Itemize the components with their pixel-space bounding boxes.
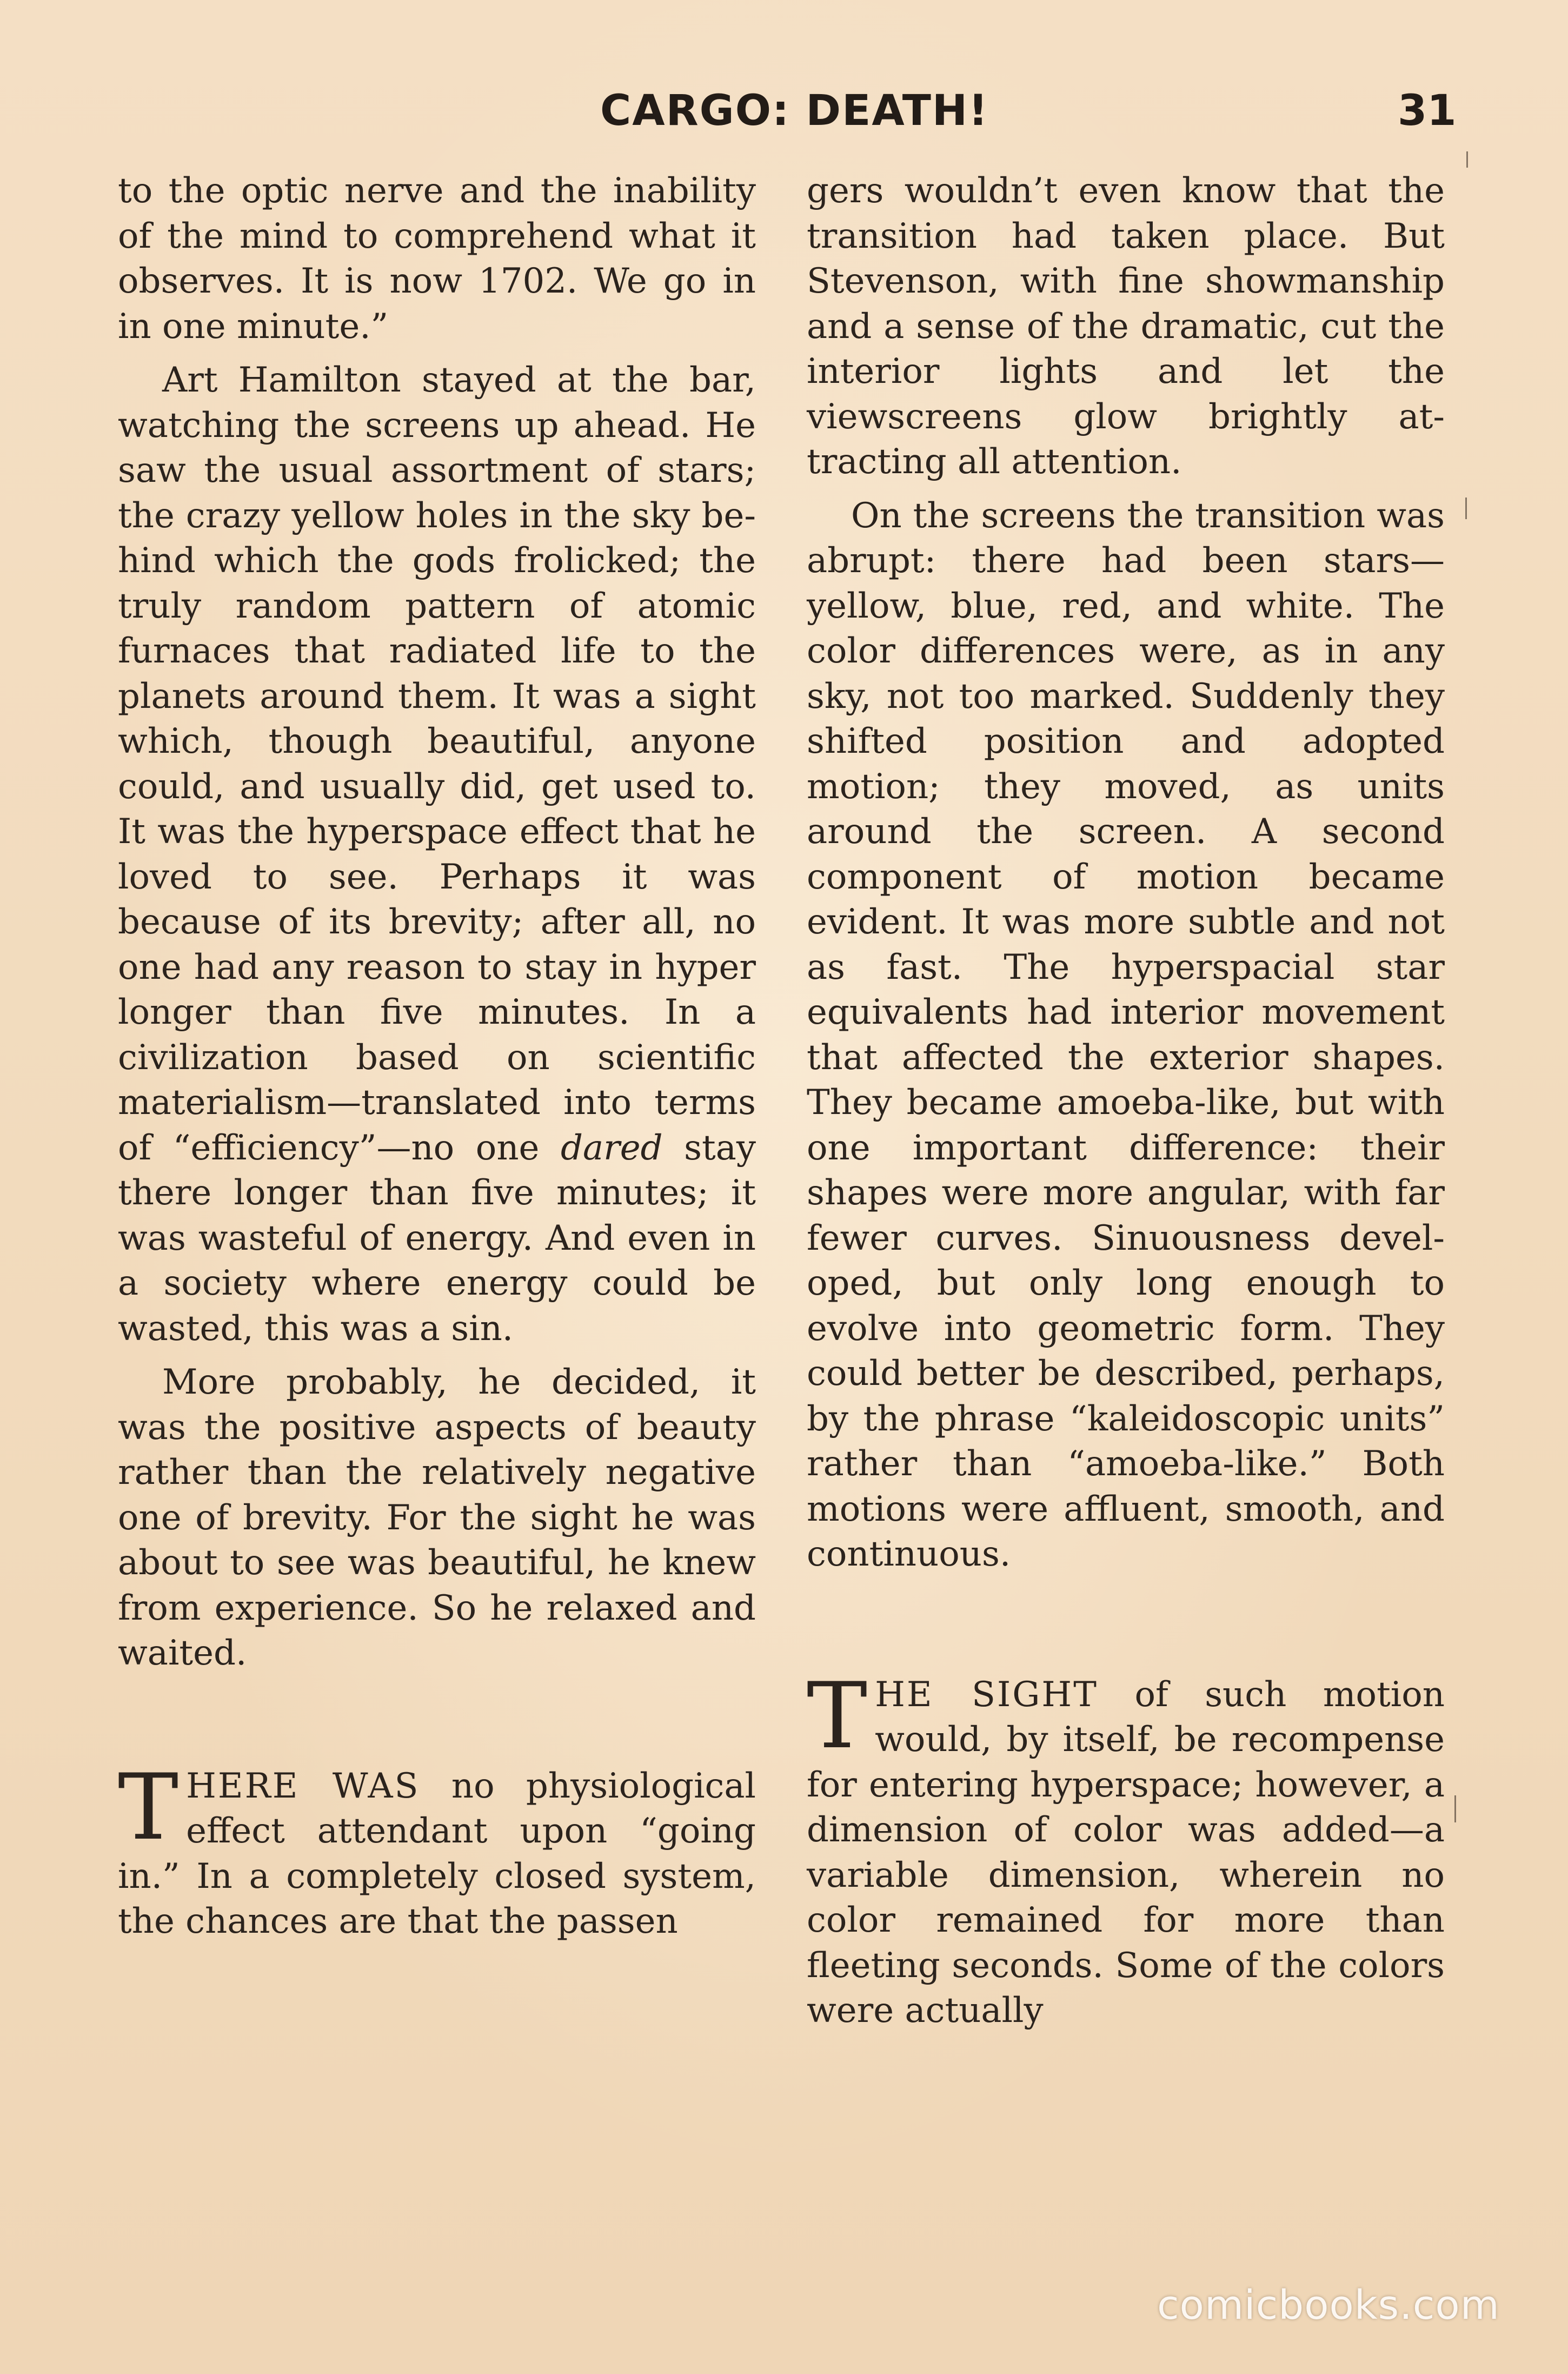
left-paragraph-2-emphasis: dared — [560, 1128, 663, 1168]
left-paragraph-4 — [118, 1754, 756, 1945]
left-paragraph-4-lead: HERE WAS — [186, 1766, 420, 1806]
margin-mark — [1466, 151, 1468, 168]
right-paragraph-3-text: of such motion would, by itself, be recompense for entering hyperspace; however, a dimension of color was added—a variable dimension, wherein no color remained for more than fleeting seconds. Some of the colors were actually — [807, 1674, 1445, 2031]
drop-cap: T — [118, 1754, 179, 1860]
right-paragraph-2: On the screens the transition was abrupt: there had been stars—yellow, blue, red, and white. The color differences were, as in any sky, not too marked. Suddenly they shifted position and adopted motion; they moved, as units around the screen. A second component of motion became evident. It was more subtle and not as fast. The hyperspacial star equivalents had interior movement that affected the exterior shapes. They became amoeba-like, but with one important difference: their shapes were more angular, with far fewer curves. Sinuousness developed, but only long enough to evolve into geometric form. They could better be described, perhaps, by the phrase “kaleidoscopic units” rather than “amoeba-like.” Both motions were affluent, smooth, and continuous. — [807, 495, 1445, 1574]
left-paragraph-1: to the optic nerve and the inability of the mind to comprehend what it observes. It is now 1702. We go in in one minute.” — [118, 171, 756, 347]
margin-mark — [1465, 498, 1467, 519]
left-column — [118, 169, 756, 1945]
section-break — [807, 1577, 1445, 1673]
page-number: 31 — [1398, 87, 1457, 135]
watermark: comicbooks.com — [1157, 2282, 1500, 2329]
left-paragraph-4-text: no physiological effect attendant upon “going in.” In a completely closed system, the chances are that the passen — [118, 1766, 756, 1941]
drop-cap: T — [807, 1662, 868, 1769]
left-paragraph-2 — [118, 358, 756, 1351]
right-paragraph-3 — [807, 1662, 1445, 2034]
margin-mark — [1454, 1795, 1456, 1822]
left-paragraph-2-text: Art Hamilton stayed at the bar, watching the screens up ahead. He saw the usual assortment of stars; the crazy yellow holes in the sky behind which the gods frolicked; the truly random pattern of atomic furnaces that radiated life to the planets around them. It was a sight which, though beautiful, anyone could, and usually did, get used to. It was the hyperspace effect that he loved to see. Perhaps it was because of its brevity; after all, no one had any reason to stay in hyper longer than five minutes. In a civilization based on scientific materialism—translated into terms of “efficiency”—no one — [118, 360, 756, 1168]
right-column — [807, 169, 1445, 2034]
left-paragraph-3: More probably, he decided, it was the positive aspects of beauty rather than the relatively negative one of brevity. For the sight he was about to see was beautiful, he knew from experience. So he relaxed and waited. — [118, 1362, 756, 1673]
left-paragraph-2-end: stay there longer than five minutes; it was wasteful of energy. And even in a society where energy could be wasted, this was a sin. — [118, 1128, 756, 1349]
right-paragraph-3-lead: HE SIGHT — [875, 1674, 1098, 1715]
section-break — [118, 1676, 756, 1764]
right-paragraph-1: gers wouldn’t even know that the transition had taken place. But Stevenson, with fine showmanship and a sense of the dramatic, cut the interior lights and let the viewscreens glow brightly attracting all attention. — [807, 171, 1445, 482]
running-head-title: CARGO: DEATH! — [600, 87, 989, 135]
